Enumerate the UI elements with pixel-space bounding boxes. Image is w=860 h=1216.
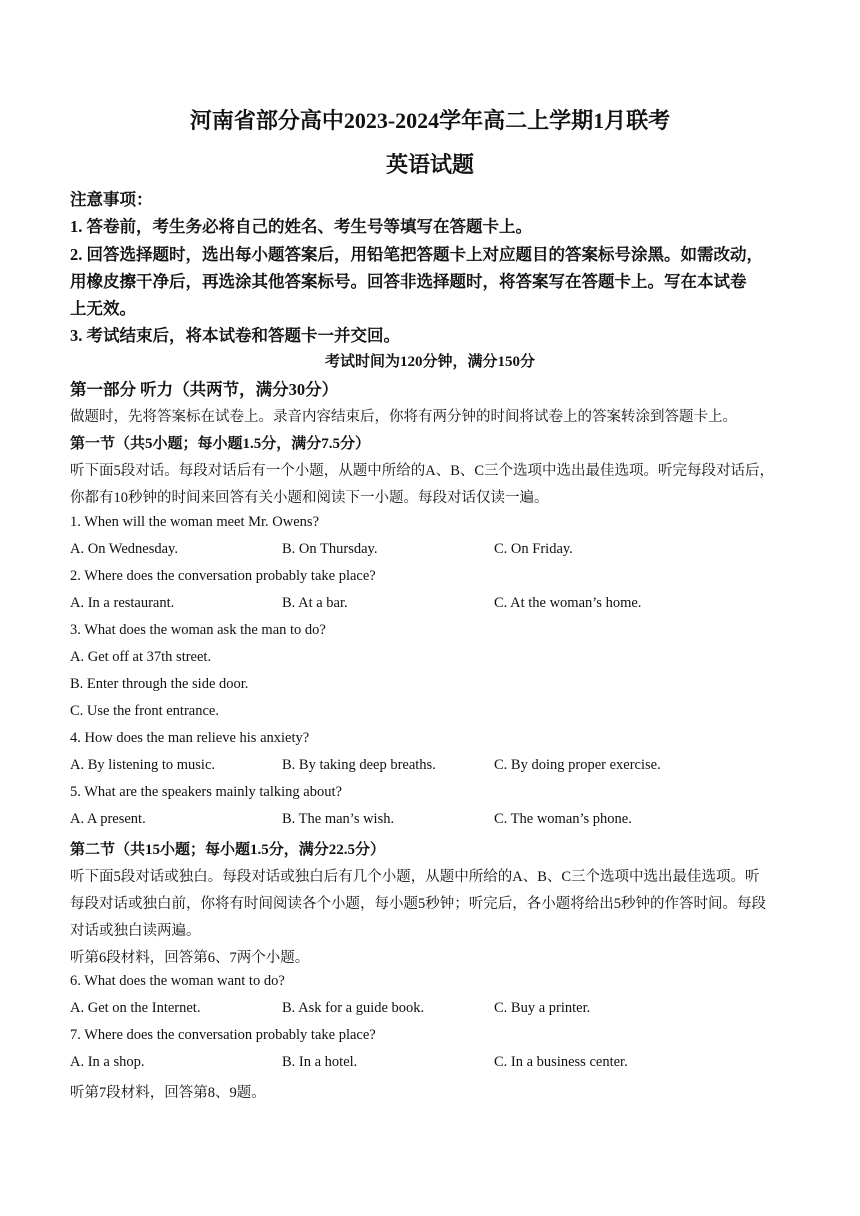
material-note: 听第7段材料，回答第8、9题。 <box>70 1085 266 1101</box>
section2-heading: 第二节（共15小题；每小题1.5分，满分22.5分） <box>70 842 386 858</box>
question-stem: 4. How does the man relieve his anxiety? <box>70 730 310 746</box>
option-b: B. In a hotel. <box>282 1054 358 1070</box>
option-b: B. At a bar. <box>282 595 348 611</box>
question-stem: 3. What does the woman ask the man to do? <box>70 622 326 638</box>
notice-line: 2. 回答选择题时，选出每小题答案后，用铅笔把答题卡上对应题目的答案标号涂黑。如需改动， <box>70 245 763 264</box>
option-a: A. On Wednesday. <box>70 541 178 557</box>
section2-instruction: 听下面5段对话或独白。每段对话或独白后有几个小题，从题中所给的A、B、C三个选项中选出最佳选项。听 <box>70 869 760 885</box>
notice-line: 上无效。 <box>70 299 136 318</box>
option-c: C. In a business center. <box>494 1054 628 1070</box>
option-a: A. Get off at 37th street. <box>70 649 212 665</box>
option-b: B. The man’s wish. <box>282 811 395 827</box>
section1-heading: 第一节（共5小题；每小题1.5分，满分7.5分） <box>70 436 371 452</box>
option-a: A. In a restaurant. <box>70 595 175 611</box>
question-stem: 2. Where does the conversation probably take place? <box>70 568 376 584</box>
part1-instruction: 做题时，先将答案标在试卷上。录音内容结束后，你将有两分钟的时间将试卷上的答案转涂到答题卡上。 <box>70 409 737 425</box>
page-title: 河南省部分高中2023-2024学年高二上学期1月联考 <box>189 108 671 133</box>
material-note: 听第6段材料，回答第6、7两个小题。 <box>70 950 310 966</box>
notice-line: 3. 考试结束后，将本试卷和答题卡一并交回。 <box>70 326 400 345</box>
section1-instruction: 你都有10秒钟的时间来回答有关小题和阅读下一小题。每段对话仅读一遍。 <box>70 490 549 506</box>
page-subtitle: 英语试题 <box>385 152 474 177</box>
option-c: C. Buy a printer. <box>494 1000 591 1016</box>
option-b: B. By taking deep breaths. <box>282 757 436 773</box>
option-a: A. By listening to music. <box>70 757 215 773</box>
option-a: A. In a shop. <box>70 1054 145 1070</box>
section2-instruction: 每段对话或独白前，你将有时间阅读各个小题，每小题5秒钟；听完后，各小题将给出5秒钟的作答时间。每段 <box>70 896 766 912</box>
option-a: A. A present. <box>70 811 146 827</box>
section2-instruction: 对话或独白读两遍。 <box>70 923 201 939</box>
option-a: A. Get on the Internet. <box>70 1000 201 1016</box>
notice-line: 1. 答卷前，考生务必将自己的姓名、考生号等填写在答题卡上。 <box>70 217 532 236</box>
notice-line: 用橡皮擦干净后，再选涂其他答案标号。回答非选择题时，将答案写在答题卡上。写在本试卷 <box>70 272 747 291</box>
option-b: B. Ask for a guide book. <box>282 1000 425 1016</box>
question-stem: 7. Where does the conversation probably take place? <box>70 1027 376 1043</box>
question-stem: 1. When will the woman meet Mr. Owens? <box>70 514 319 530</box>
part1-heading: 第一部分 听力（共两节，满分30分） <box>70 380 339 399</box>
option-c: C. On Friday. <box>494 541 573 557</box>
exam-time-info: 考试时间为120分钟，满分150分 <box>324 354 535 370</box>
question-stem: 5. What are the speakers mainly talking about? <box>70 784 342 800</box>
option-c: C. By doing proper exercise. <box>494 757 661 773</box>
section1-instruction: 听下面5段对话。每段对话后有一个小题，从题中所给的A、B、C三个选项中选出最佳选项。听完每段对话后， <box>70 463 775 479</box>
option-b: B. On Thursday. <box>282 541 378 557</box>
option-b: B. Enter through the side door. <box>70 676 249 692</box>
question-stem: 6. What does the woman want to do? <box>70 973 285 989</box>
option-c: C. The woman’s phone. <box>494 811 632 827</box>
option-c: C. At the woman’s home. <box>494 595 642 611</box>
option-c: C. Use the front entrance. <box>70 703 219 719</box>
notice-heading: 注意事项： <box>70 190 153 209</box>
